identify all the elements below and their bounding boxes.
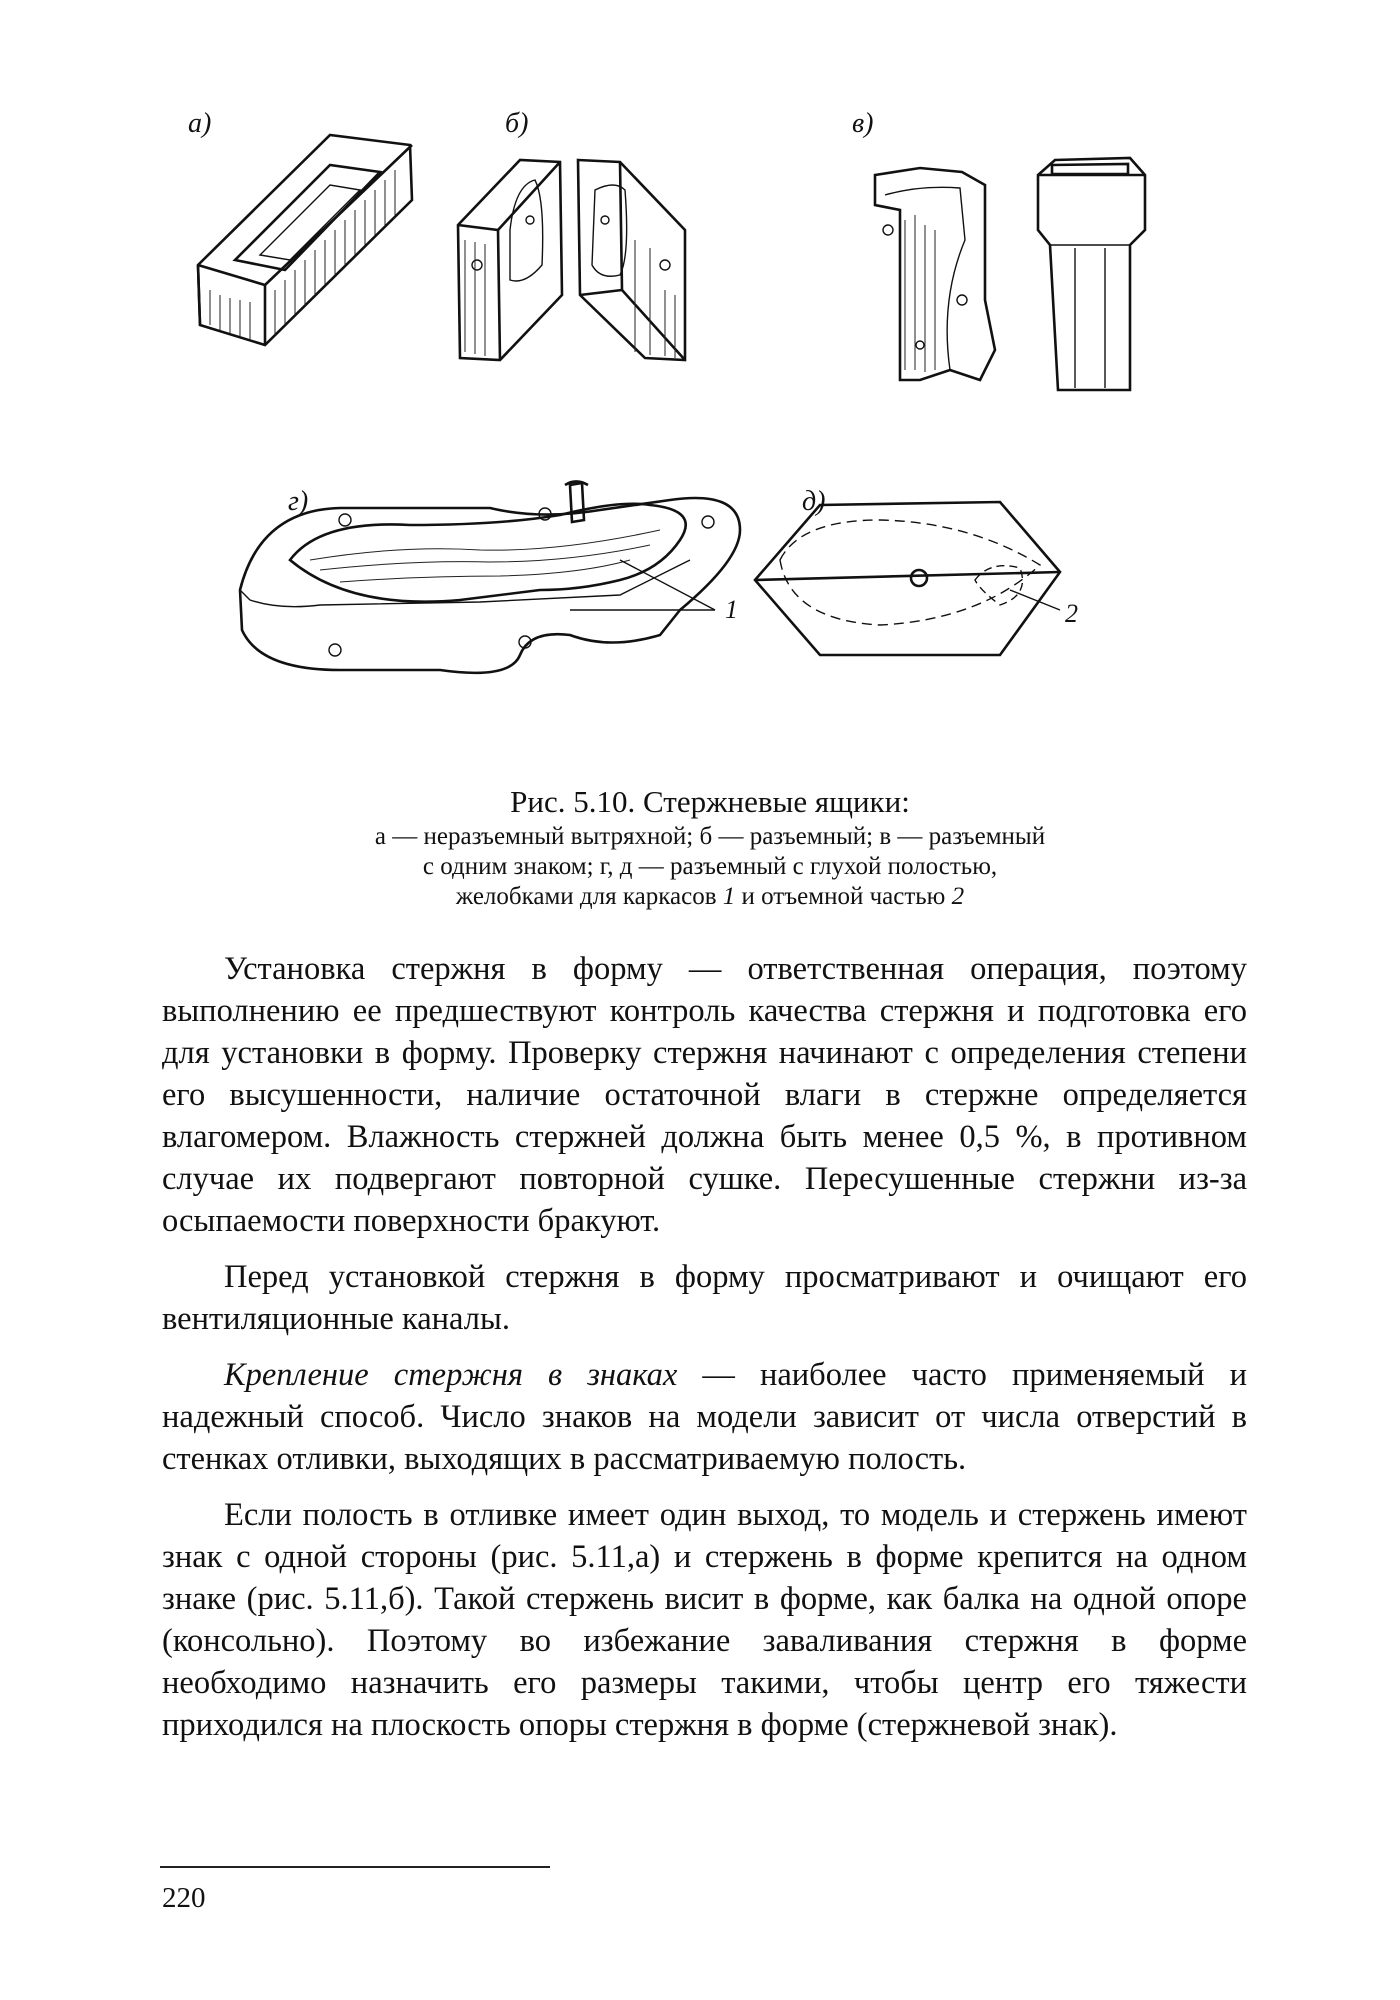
- paragraph-3: [162, 1354, 1247, 1480]
- drawing-b-split-box: [458, 160, 685, 360]
- callout-2: 2: [1065, 599, 1078, 628]
- panel-label-d: д): [802, 486, 826, 517]
- body-text: [162, 948, 1247, 1760]
- caption-line-1: а — неразъемный вытряхной; б — разъемный; в — разъемный: [374, 823, 1046, 850]
- caption-callout-2: 2: [951, 883, 965, 910]
- drawing-v-split-box-one-print: [875, 158, 1145, 390]
- footnote-rule: [160, 1866, 550, 1868]
- paragraph-3-italic-term: Крепление стержня в знаках: [224, 1357, 678, 1393]
- paragraph-4: Если полость в отливке имеет один выход, то модель и стержень имеют знак с одной стороны (рис. 5.11,а) и стержень в форме крепится на одном знаке (рис. 5.11,б). Такой стержень висит в форме, как балка на одной опоре (консольно). Поэтому во избежание заваливания стержня в форме необходимо назначить его размеры такими, чтобы центр его тяжести приходился на плоскость опоры стержня в форме (стержневой знак).: [162, 1497, 1247, 1743]
- caption-line-3: [180, 882, 1240, 912]
- figure-core-boxes: [180, 90, 1240, 790]
- figure-caption: [180, 782, 1240, 912]
- caption-line-3-part-a: желобками для каркасов: [455, 883, 723, 910]
- drawing-a-one-piece-box: [198, 135, 412, 345]
- drawing-d-hexagonal-box: [755, 502, 1078, 655]
- caption-line-2: с одним знаком; г, д — разъемный с глухой полостью,: [422, 853, 998, 880]
- page-number: 220: [162, 1882, 206, 1914]
- panel-label-a: а): [188, 108, 212, 139]
- caption-callout-1: 1: [722, 883, 736, 910]
- panel-label-g: г): [288, 486, 309, 517]
- caption-title: Рис. 5.10. Стержневые ящики:: [510, 784, 910, 819]
- caption-line-3-part-b: и отъемной частью: [735, 883, 952, 910]
- panel-label-b: б): [505, 108, 529, 139]
- panel-label-v: в): [852, 108, 874, 139]
- paragraph-3-rest: — наиболее часто применяемый и надежный способ. Число знаков на модели зависит от числа отверстий в стенках отливки, выходящих в рассматриваемую полость.: [162, 1357, 1247, 1477]
- drawing-g-blind-cavity-box: [240, 482, 740, 673]
- callout-1: 1: [725, 595, 738, 624]
- paragraph-2: Перед установкой стержня в форму просматривают и очищают его вентиляционные каналы.: [162, 1259, 1247, 1337]
- paragraph-1: Установка стержня в форму — ответственная операция, поэтому выполнению ее предшествуют контроль качества стержня и подготовка его для установки в форму. Проверку стержня начинают с определения степени его высушенности, наличие остаточной влаги в стержне определяется влагомером. Влажность стержней должна быть менее 0,5 %, в противном случае их подвергают повторной сушке. Пересушенные стержни из-за осыпаемости поверхности бракуют.: [162, 951, 1247, 1239]
